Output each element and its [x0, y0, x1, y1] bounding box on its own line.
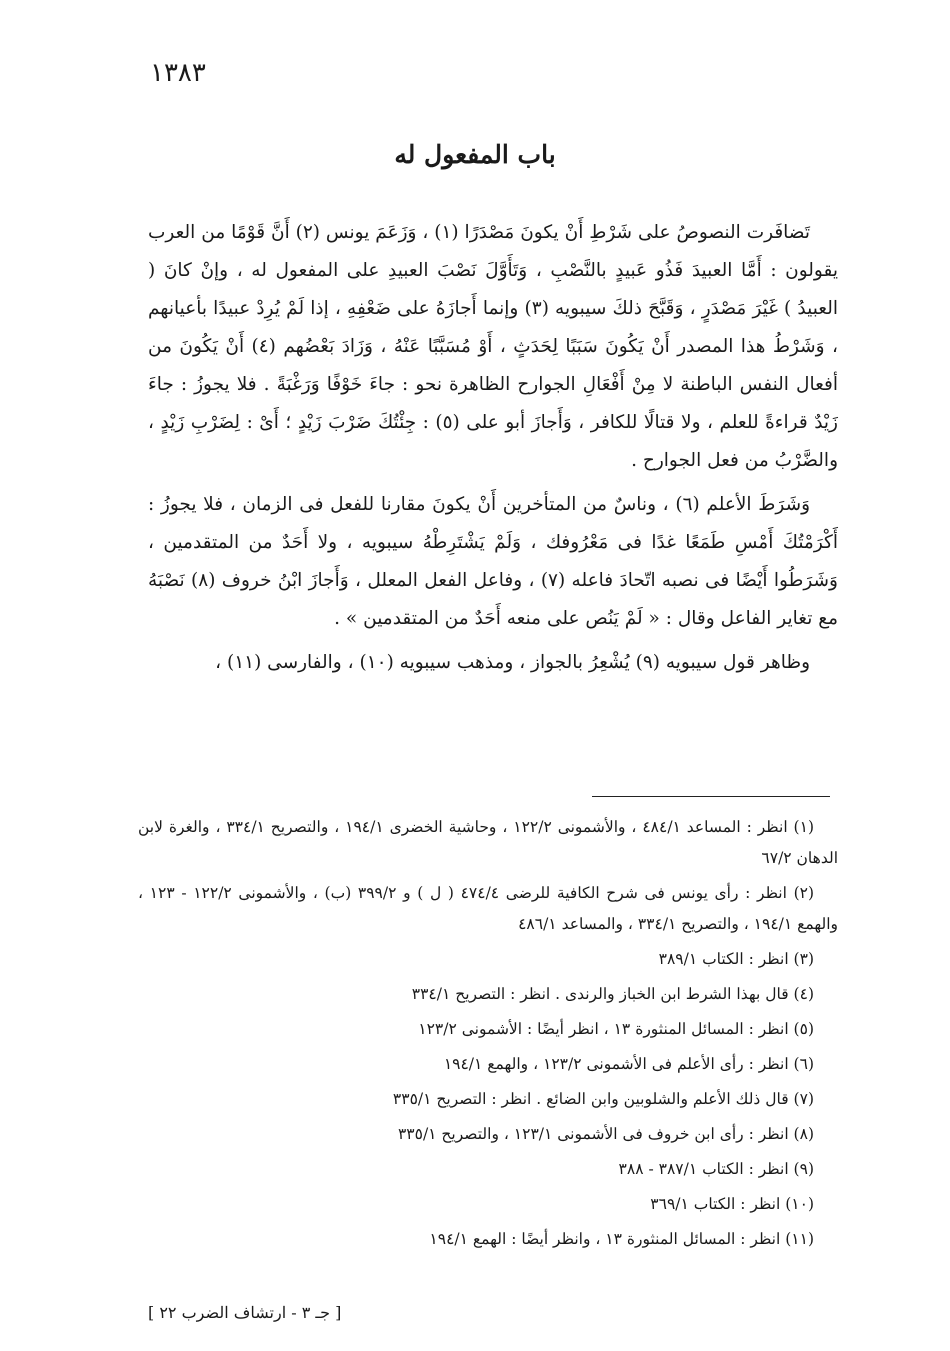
- footnote-10: (١٠) انظر : الكتاب ٣٦٩/١: [650, 1195, 814, 1213]
- body-text: [148, 214, 838, 688]
- paragraph-3: وظاهر قول سيبويه (٩) يُشْعِرُ بالجواز ، ومذهب سيبويه (١٠) ، والفارسى (١١) ،: [215, 652, 810, 673]
- chapter-title: باب المفعول له: [394, 140, 556, 169]
- paragraph-2: وَشَرَطَ الأعلم (٦) ، وناسٌ من المتأخرين أَنْ يكونَ مقارنا للفعل فى الزمان ، فلا يجوزُ : أَكْرَمْتُكَ أَمْسِ طَمَعًا غدًا فى مَعْرُوفك ، وَلَمْ يَشْتَرِطْهُ سيبويه ، ولا أَحَدٌ من المتقدمين ، وَشَرَطُوا أَيْضًا فى نصبه اتّحادَ فاعله (٧) ، وفاعل الفعل المعلل ، وَأَجازَ ابْنُ خروف (٨) نَصْبَهُ مع تغاير الفاعل وقال : « لَمْ يَنُص على منعه أَحَدٌ من المتقدمين » .: [148, 494, 838, 629]
- footnote-8: (٨) انظر : رأى ابن خروف فى الأشمونى ١٢٣/١ ، والتصريح ٣٣٥/١: [397, 1125, 814, 1143]
- footnote-6: (٦) انظر : رأى الأعلم فى الأشمونى ١٢٣/٢ ، والهمع ١٩٤/١: [443, 1055, 814, 1073]
- bottom-reference: [ جـ ٣ - ارتشاف الضرب ٢٢ ]: [148, 1303, 342, 1322]
- page-number: ١٣٨٣: [150, 58, 206, 88]
- paragraph-1: تَضافَرت النصوصُ على شَرْطِ أَنْ يكونَ مَصْدَرًا (١) ، وَزَعَمَ يونس (٢) أَنَّ قَوْمًا من العرب يقولون : أَمَّا العبيدَ فَذُو عَبيدٍ بالنَّصْبِ ، وَتَأَوَّلَ نَصْبَ العبيدِ على المفعول له ، وإنْ كانَ ( العبيدُ ) غَيْرَ مَصْدَرٍ ، وَقَبَّحَ ذلكَ سيبويه (٣) وإنما أَجازَهُ على ضَعْفِهِ ، إذا لَمْ يُرِدْ عبيدًا بأعيانهم ، وَشَرْطُ هذا المصدر أَنْ يَكُونَ سَبَبًا لِحَدَثٍ ، أَوْ مُسَبَّبًا عَنْهُ ، وَزَادَ بَعْضُهم (٤) أَنْ يَكُونَ من أفعال النفس الباطنة لا مِنْ أَفْعَالِ الجوارح الظاهرة نحو : جاءَ خَوْفًا وَرَغْبَةً . فلا يجوزُ : جاءَ زَيْدٌ قراءةً للعلم ، ولا قتالًا للكافر ، وَأَجازَ أبو على (٥) : جِئْتُكَ ضَرْبَ زَيْدٍ ؛ أَىْ : لِضَرْبِ زَيْدٍ ، والضَّرْبُ من فعل الجوارح .: [148, 222, 839, 471]
- footnote-2: (٢) انظر : رأى يونس فى شرح الكافية للرضى ٤٧٤/٤ ( ل ) و ٣٩٩/٢ (ب) ، والأشمونى ١٢٢/٢ - ١٢٣ ، والهمع ١٩٤/١ ، والتصريح ٣٣٤/١ ، والمساعد ٤٨٦/١: [138, 884, 838, 933]
- footnotes: [138, 812, 838, 1259]
- footnote-5: (٥) انظر : المسائل المنثورة ١٣ ، انظر أيضًا : الأشمونى ١٢٣/٢: [418, 1020, 814, 1038]
- footnote-9: (٩) انظر : الكتاب ٣٨٧/١ - ٣٨٨: [618, 1160, 814, 1178]
- footnote-1: (١) انظر : المساعد ٤٨٤/١ ، والأشمونى ١٢٢/٢ ، وحاشية الخضرى ١٩٤/١ ، والتصريح ٣٣٤/١ ، والغرة لابن الدهان ٦٧/٢: [138, 818, 838, 867]
- footnote-11: (١١) انظر : المسائل المنثورة ١٣ ، وانظر أيضًا : الهمع ١٩٤/١: [429, 1230, 814, 1248]
- footnote-7: (٧) قال ذلك الأعلم والشلوبين وابن الضائع . انظر : التصريح ٣٣٥/١: [392, 1090, 814, 1108]
- footnote-4: (٤) قال بهذا الشرط ابن الخباز والرندى . انظر : التصريح ٣٣٤/١: [411, 985, 814, 1003]
- footnote-3: (٣) انظر : الكتاب ٣٨٩/١: [658, 950, 814, 968]
- footnote-divider: [592, 796, 830, 797]
